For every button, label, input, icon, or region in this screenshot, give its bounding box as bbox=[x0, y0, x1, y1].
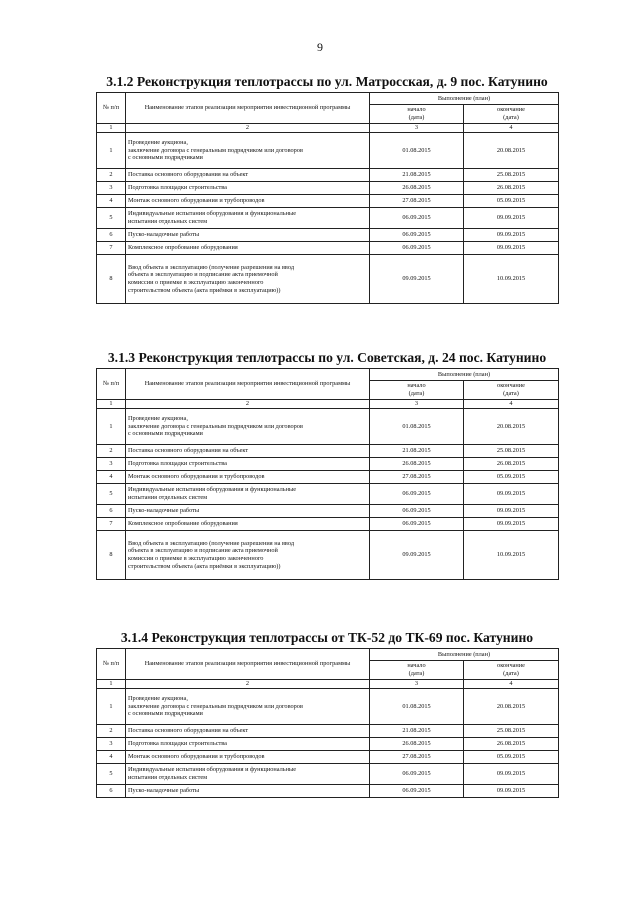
end-date: 10.09.2015 bbox=[464, 531, 559, 580]
end-date: 09.09.2015 bbox=[464, 505, 559, 518]
column-number: 3 bbox=[370, 680, 464, 689]
table-row bbox=[97, 182, 559, 195]
header-end: окончание (дата) bbox=[464, 105, 559, 124]
column-number: 1 bbox=[97, 124, 126, 133]
stage-name: Комплексное опробование оборудования bbox=[126, 242, 370, 255]
table-row bbox=[97, 518, 559, 531]
stage-name: Монтаж основного оборудования и трубопроводов bbox=[126, 751, 370, 764]
stage-name: Проведение аукциона, заключение договора с генеральным подрядчиком или договоров с основными подрядчиками bbox=[126, 689, 370, 725]
stage-name: Индивидуальные испытания оборудования и функциональные испытания отдельных систем bbox=[126, 208, 370, 229]
table-row bbox=[97, 255, 559, 304]
section-3-1-2 bbox=[96, 72, 558, 304]
start-date: 21.08.2015 bbox=[370, 169, 464, 182]
start-date: 06.09.2015 bbox=[370, 229, 464, 242]
end-date: 05.09.2015 bbox=[464, 751, 559, 764]
table-row bbox=[97, 208, 559, 229]
row-number: 1 bbox=[97, 133, 126, 169]
plan-table bbox=[96, 92, 559, 304]
column-number: 4 bbox=[464, 680, 559, 689]
row-number: 4 bbox=[97, 471, 126, 484]
start-date: 01.08.2015 bbox=[370, 409, 464, 445]
row-number: 8 bbox=[97, 531, 126, 580]
header-stage: Наименование этапов реализации мероприятия инвестиционной программы bbox=[126, 93, 370, 124]
start-date: 26.08.2015 bbox=[370, 458, 464, 471]
row-number: 4 bbox=[97, 751, 126, 764]
stage-name: Подготовка площадки строительства bbox=[126, 738, 370, 751]
start-date: 06.09.2015 bbox=[370, 242, 464, 255]
row-number: 8 bbox=[97, 255, 126, 304]
section-title: 3.1.2 Реконструкция теплотрассы по ул. Матросская, д. 9 пос. Катунино bbox=[106, 74, 548, 89]
header-num: № п/п bbox=[97, 649, 126, 680]
table-row bbox=[97, 195, 559, 208]
table-row bbox=[97, 242, 559, 255]
section-title: 3.1.4 Реконструкция теплотрассы от ТК-52 до ТК-69 пос. Катунино bbox=[120, 630, 534, 645]
end-date: 26.08.2015 bbox=[464, 182, 559, 195]
column-number: 2 bbox=[126, 400, 370, 409]
stage-name: Комплексное опробование оборудования bbox=[126, 518, 370, 531]
page-number: 9 bbox=[317, 40, 323, 54]
table-row bbox=[97, 725, 559, 738]
table-row bbox=[97, 169, 559, 182]
row-number: 7 bbox=[97, 242, 126, 255]
table-row bbox=[97, 229, 559, 242]
start-date: 06.09.2015 bbox=[370, 208, 464, 229]
start-date: 01.08.2015 bbox=[370, 689, 464, 725]
table-row bbox=[97, 764, 559, 785]
column-number: 4 bbox=[464, 400, 559, 409]
row-number: 6 bbox=[97, 785, 126, 798]
row-number: 3 bbox=[97, 458, 126, 471]
end-date: 09.09.2015 bbox=[464, 764, 559, 785]
row-number: 2 bbox=[97, 725, 126, 738]
start-date: 27.08.2015 bbox=[370, 195, 464, 208]
row-number: 5 bbox=[97, 208, 126, 229]
row-number: 5 bbox=[97, 764, 126, 785]
end-date: 09.09.2015 bbox=[464, 484, 559, 505]
start-date: 09.09.2015 bbox=[370, 531, 464, 580]
row-number: 6 bbox=[97, 229, 126, 242]
header-plan: Выполнение (план) bbox=[370, 93, 559, 105]
header-stage: Наименование этапов реализации мероприятия инвестиционной программы bbox=[126, 369, 370, 400]
table-row bbox=[97, 484, 559, 505]
row-number: 3 bbox=[97, 738, 126, 751]
end-date: 09.09.2015 bbox=[464, 208, 559, 229]
table-row bbox=[97, 133, 559, 169]
start-date: 21.08.2015 bbox=[370, 725, 464, 738]
end-date: 25.08.2015 bbox=[464, 725, 559, 738]
table-row bbox=[97, 471, 559, 484]
start-date: 09.09.2015 bbox=[370, 255, 464, 304]
header-plan: Выполнение (план) bbox=[370, 369, 559, 381]
end-date: 09.09.2015 bbox=[464, 518, 559, 531]
section-3-1-3 bbox=[96, 348, 558, 580]
start-date: 06.09.2015 bbox=[370, 764, 464, 785]
stage-name: Индивидуальные испытания оборудования и функциональные испытания отдельных систем bbox=[126, 764, 370, 785]
stage-name: Монтаж основного оборудования и трубопроводов bbox=[126, 471, 370, 484]
header-end: окончание (дата) bbox=[464, 381, 559, 400]
plan-table bbox=[96, 368, 559, 580]
stage-name: Ввод объекта в эксплуатацию (получение разрешения на ввод объекта в эксплуатацию и подписание акта приемочной комиссии о приемке в эксплуатацию законченного строительством объекта (акта приёмки в эксплуатацию)) bbox=[126, 255, 370, 304]
start-date: 26.08.2015 bbox=[370, 182, 464, 195]
column-number: 2 bbox=[126, 124, 370, 133]
row-number: 1 bbox=[97, 689, 126, 725]
stage-name: Пуско-наладочные работы bbox=[126, 785, 370, 798]
start-date: 01.08.2015 bbox=[370, 133, 464, 169]
stage-name: Подготовка площадки строительства bbox=[126, 458, 370, 471]
stage-name: Индивидуальные испытания оборудования и функциональные испытания отдельных систем bbox=[126, 484, 370, 505]
row-number: 2 bbox=[97, 169, 126, 182]
column-number: 3 bbox=[370, 124, 464, 133]
section-3-1-4 bbox=[96, 628, 558, 798]
row-number: 4 bbox=[97, 195, 126, 208]
start-date: 06.09.2015 bbox=[370, 785, 464, 798]
start-date: 06.09.2015 bbox=[370, 484, 464, 505]
end-date: 09.09.2015 bbox=[464, 229, 559, 242]
table-row bbox=[97, 505, 559, 518]
stage-name: Пуско-наладочные работы bbox=[126, 229, 370, 242]
column-number: 4 bbox=[464, 124, 559, 133]
table-row bbox=[97, 409, 559, 445]
stage-name: Монтаж основного оборудования и трубопроводов bbox=[126, 195, 370, 208]
table-row bbox=[97, 751, 559, 764]
row-number: 6 bbox=[97, 505, 126, 518]
stage-name: Проведение аукциона, заключение договора с генеральным подрядчиком или договоров с основными подрядчиками bbox=[126, 409, 370, 445]
column-number: 2 bbox=[126, 680, 370, 689]
header-start: начало (дата) bbox=[370, 381, 464, 400]
end-date: 20.08.2015 bbox=[464, 689, 559, 725]
header-start: начало (дата) bbox=[370, 105, 464, 124]
stage-name: Поставка основного оборудования на объект bbox=[126, 725, 370, 738]
row-number: 2 bbox=[97, 445, 126, 458]
stage-name: Поставка основного оборудования на объект bbox=[126, 445, 370, 458]
end-date: 05.09.2015 bbox=[464, 195, 559, 208]
header-num: № п/п bbox=[97, 93, 126, 124]
row-number: 5 bbox=[97, 484, 126, 505]
column-number: 1 bbox=[97, 680, 126, 689]
end-date: 10.09.2015 bbox=[464, 255, 559, 304]
start-date: 27.08.2015 bbox=[370, 751, 464, 764]
stage-name: Поставка основного оборудования на объект bbox=[126, 169, 370, 182]
end-date: 26.08.2015 bbox=[464, 738, 559, 751]
section-title: 3.1.3 Реконструкция теплотрассы по ул. Советская, д. 24 пос. Катунино bbox=[107, 350, 547, 365]
row-number: 3 bbox=[97, 182, 126, 195]
plan-table bbox=[96, 648, 559, 798]
row-number: 7 bbox=[97, 518, 126, 531]
end-date: 09.09.2015 bbox=[464, 242, 559, 255]
end-date: 20.08.2015 bbox=[464, 409, 559, 445]
header-num: № п/п bbox=[97, 369, 126, 400]
start-date: 06.09.2015 bbox=[370, 518, 464, 531]
table-row bbox=[97, 531, 559, 580]
column-number: 1 bbox=[97, 400, 126, 409]
header-stage: Наименование этапов реализации мероприятия инвестиционной программы bbox=[126, 649, 370, 680]
stage-name: Ввод объекта в эксплуатацию (получение разрешения на ввод объекта в эксплуатацию и подписание акта приемочной комиссии о приемке в эксплуатацию законченного строительством объекта (акта приёмки в эксплуатацию)) bbox=[126, 531, 370, 580]
stage-name: Пуско-наладочные работы bbox=[126, 505, 370, 518]
table-row bbox=[97, 445, 559, 458]
header-plan: Выполнение (план) bbox=[370, 649, 559, 661]
start-date: 06.09.2015 bbox=[370, 505, 464, 518]
end-date: 20.08.2015 bbox=[464, 133, 559, 169]
end-date: 25.08.2015 bbox=[464, 169, 559, 182]
start-date: 26.08.2015 bbox=[370, 738, 464, 751]
column-number: 3 bbox=[370, 400, 464, 409]
row-number: 1 bbox=[97, 409, 126, 445]
end-date: 25.08.2015 bbox=[464, 445, 559, 458]
header-end: окончание (дата) bbox=[464, 661, 559, 680]
stage-name: Подготовка площадки строительства bbox=[126, 182, 370, 195]
table-row bbox=[97, 738, 559, 751]
start-date: 27.08.2015 bbox=[370, 471, 464, 484]
stage-name: Проведение аукциона, заключение договора с генеральным подрядчиком или договоров с основными подрядчиками bbox=[126, 133, 370, 169]
header-start: начало (дата) bbox=[370, 661, 464, 680]
table-row bbox=[97, 785, 559, 798]
end-date: 05.09.2015 bbox=[464, 471, 559, 484]
table-row bbox=[97, 689, 559, 725]
table-row bbox=[97, 458, 559, 471]
end-date: 09.09.2015 bbox=[464, 785, 559, 798]
end-date: 26.08.2015 bbox=[464, 458, 559, 471]
start-date: 21.08.2015 bbox=[370, 445, 464, 458]
